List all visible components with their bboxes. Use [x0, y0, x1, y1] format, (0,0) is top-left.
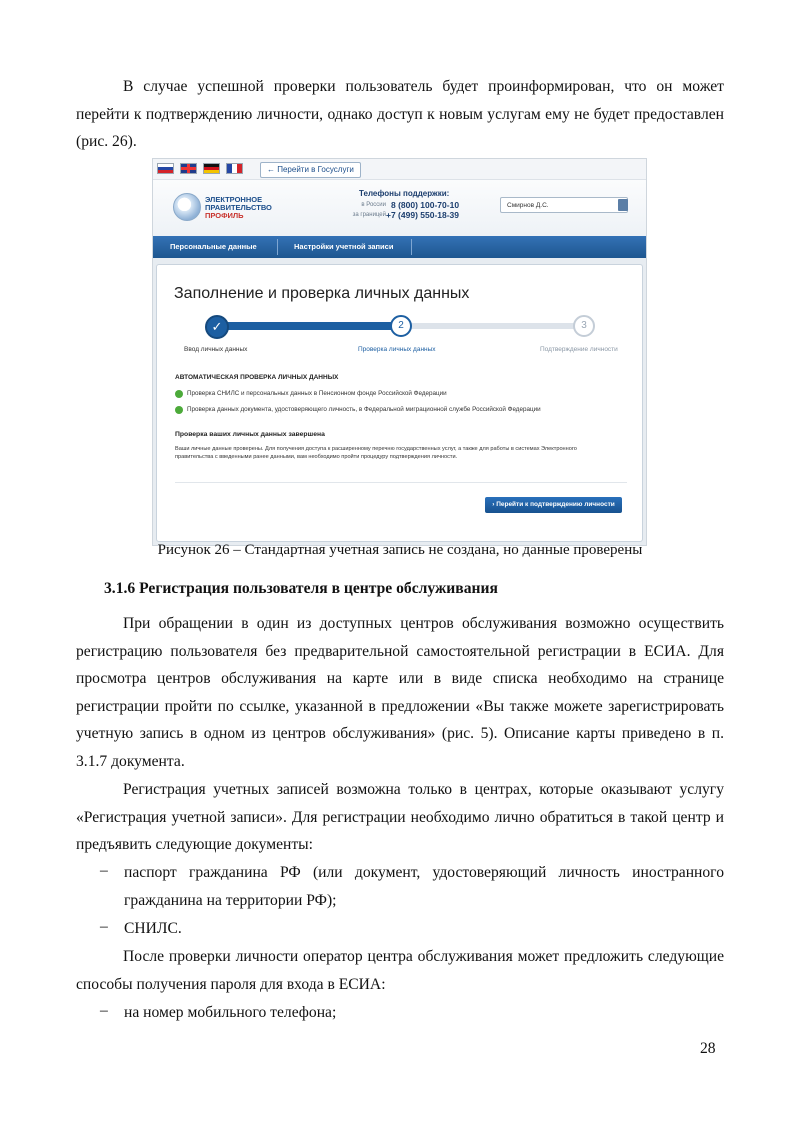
list-dash: –	[100, 918, 108, 935]
paragraph-password-methods: После проверки личности оператор центра обслуживания может предложить следующие способы получения пароля для входа в ЕСИА:	[76, 948, 724, 993]
main-panel	[156, 264, 643, 542]
site-header	[153, 180, 646, 236]
english-flag-icon[interactable]	[180, 163, 197, 174]
list-item: на номер мобильного телефона;	[124, 1004, 337, 1021]
auto-check-title: АВТОМАТИЧЕСКАЯ ПРОВЕРКА ЛИЧНЫХ ДАННЫХ	[175, 374, 339, 381]
paragraph-service-centers: При обращении в один из доступных центров обслуживания возможно осуществить регистрацию пользователя без предварительной самостоятельной регистрации в ЕСИА. Для просмотра центров обслуживания на карте или в виде списка необходимо на странице регистрации пройти по ссылке, указанной в предложении «Вы также можете зарегистрировать учетную запись в одном из центров обслуживания» (рис. 5). Описание карты приведено в п. 3.1.7 документа.	[76, 615, 724, 770]
french-flag-icon[interactable]	[226, 163, 243, 174]
progress-fill	[212, 322, 400, 330]
gov-emblem-icon	[173, 193, 201, 221]
list-item: СНИЛС.	[124, 920, 182, 937]
russian-flag-icon[interactable]	[157, 163, 174, 174]
site-logo[interactable]: ЭЛЕКТРОННОЕ ПРАВИТЕЛЬСТВО ПРОФИЛЬ	[205, 195, 272, 220]
support-abroad-label: за границей	[352, 212, 386, 218]
step-1-label: Ввод личных данных	[184, 346, 248, 353]
intro-paragraph: В случае успешной проверки пользователь будет проинформирован, что он может перейти к подтверждению личности, однако доступ к новым услугам ему не будет предоставлен (рис. 26).	[76, 78, 724, 151]
nav-account-settings[interactable]: Настройки учетной записи	[294, 242, 394, 251]
list-dash: –	[100, 1002, 108, 1019]
check-complete-text: Ваши личные данные проверены. Для получения доступа к расширенному перечню государственных услуг, а также для работы в системах Электронного правительства с введенными ранее данными, вам необходимо пройти процедуру подтверждения личности.	[175, 446, 577, 460]
figure-caption: Рисунок 26 – Стандартная учетная запись не создана, но данные проверены	[157, 542, 643, 558]
section-heading: 3.1.6 Регистрация пользователя в центре обслуживания	[104, 580, 498, 597]
step-3-marker: 3	[573, 315, 595, 337]
step-1-check-icon: ✓	[205, 315, 229, 339]
support-russia-label: в России	[361, 202, 386, 208]
panel-divider	[175, 482, 627, 483]
proceed-to-verification-button[interactable]: › Перейти к подтверждению личности	[485, 497, 622, 513]
step-3-label: Подтверждение личности	[540, 346, 618, 353]
german-flag-icon[interactable]	[203, 163, 220, 174]
step-2-label: Проверка личных данных	[358, 346, 436, 353]
list-dash: –	[100, 862, 108, 879]
panel-title: Заполнение и проверка личных данных	[174, 285, 470, 302]
goto-gosuslugi-button[interactable]: ← Перейти в Госуслуги	[260, 162, 361, 178]
check-item-document: Проверка данных документа, удостоверяющего личность, в Федеральной миграционной службе Российской Федерации	[187, 406, 541, 413]
support-russia-phone: 8 (800) 100-70-10	[391, 200, 460, 210]
check-ok-icon	[175, 390, 183, 398]
page-number: 28	[700, 1040, 716, 1057]
nav-personal-data[interactable]: Персональные данные	[170, 242, 257, 251]
user-name-box[interactable]: Смирнов Д.С.	[500, 197, 628, 213]
top-nav	[153, 236, 646, 258]
step-2-marker: 2	[390, 315, 412, 337]
check-item-snils: Проверка СНИЛС и персональных данных в Пенсионном фонде Российской Федерации	[187, 390, 447, 397]
support-abroad-phone: +7 (499) 550-18-39	[386, 210, 460, 220]
logout-icon[interactable]	[618, 199, 628, 211]
list-item: паспорт гражданина РФ (или документ, удостоверяющий личность иностранного гражданина на территории РФ);	[124, 864, 724, 909]
nav-divider	[411, 239, 412, 255]
support-title: Телефоны поддержки:	[359, 189, 450, 198]
nav-divider	[277, 239, 278, 255]
check-ok-icon	[175, 406, 183, 414]
paragraph-registration-docs: Регистрация учетных записей возможна только в центрах, которые оказывают услугу «Регистрация учетной записи». Для регистрации необходимо лично обратиться в такой центр и предъявить следующие документы:	[76, 781, 724, 854]
figure-screenshot	[152, 158, 647, 546]
language-bar	[153, 159, 646, 180]
check-complete-title: Проверка ваших личных данных завершена	[175, 431, 325, 438]
